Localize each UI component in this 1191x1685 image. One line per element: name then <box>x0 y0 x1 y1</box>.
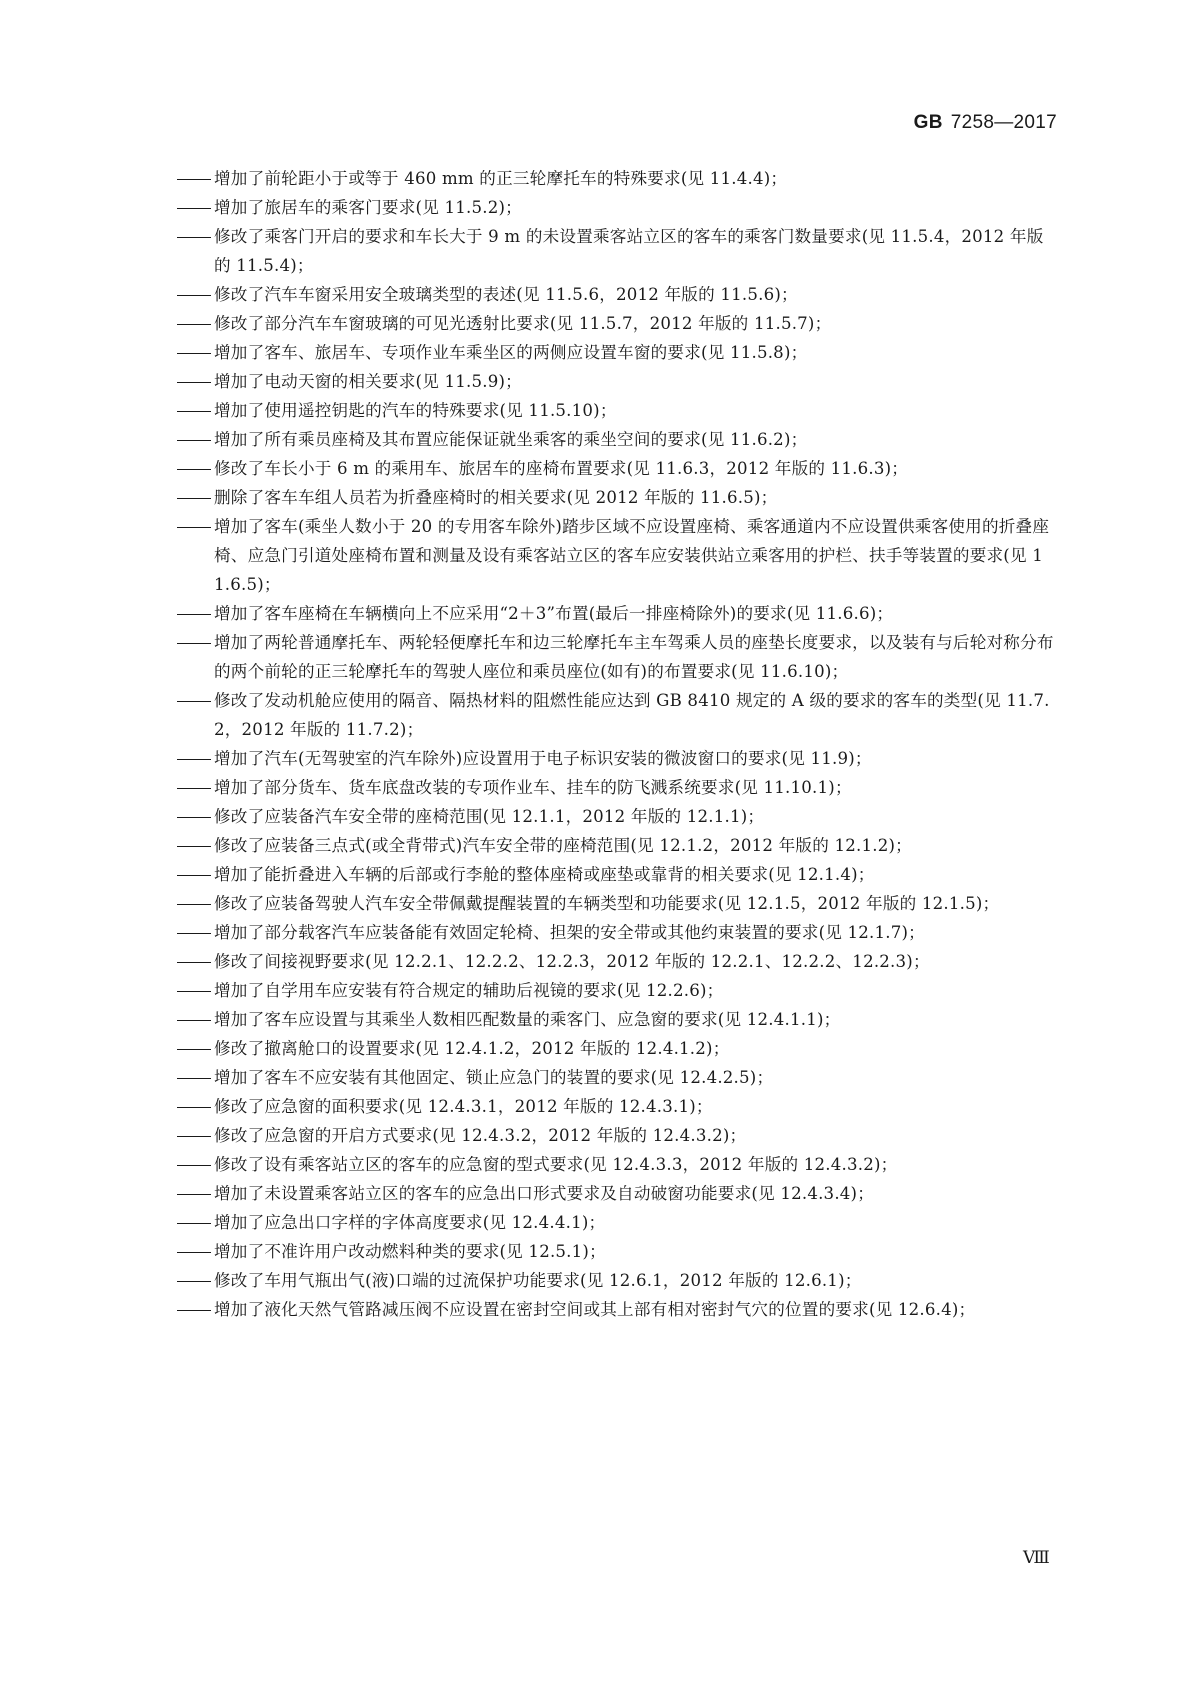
list-item-text: 增加了使用遥控钥匙的汽车的特殊要求(见 11.5.10)； <box>214 401 617 420</box>
list-item-text: 修改了应急窗的开启方式要求(见 12.4.3.2，2012 年版的 12.4.3.2)； <box>214 1126 747 1145</box>
list-item <box>176 222 1056 280</box>
list-item <box>176 338 1056 367</box>
list-item-text: 增加了能折叠进入车辆的后部或行李舱的整体座椅或座垫或靠背的相关要求(见 12.1.4)； <box>214 865 875 884</box>
list-item-text: 修改了撤离舱口的设置要求(见 12.4.1.2，2012 年版的 12.4.1.2)； <box>214 1039 730 1058</box>
list-item <box>176 454 1056 483</box>
list-item <box>176 947 1056 976</box>
list-item <box>176 512 1056 599</box>
list-item-text: 增加了客车应设置与其乘坐人数相匹配数量的乘客门、应急窗的要求(见 12.4.1.1)； <box>214 1010 841 1029</box>
list-item-text: 修改了应急窗的面积要求(见 12.4.3.1，2012 年版的 12.4.3.1)； <box>214 1097 713 1116</box>
list-item-text: 增加了电动天窗的相关要求(见 11.5.9)； <box>214 372 522 391</box>
list-item <box>176 193 1056 222</box>
list-item-text: 增加了自学用车应安装有符合规定的辅助后视镜的要求(见 12.2.6)； <box>214 981 724 1000</box>
list-item <box>176 831 1056 860</box>
list-item <box>176 1150 1056 1179</box>
list-item-text: 增加了液化天然气管路减压阀不应设置在密封空间或其上部有相对密封气穴的位置的要求(见 12.6.4)； <box>214 1300 976 1319</box>
list-item-text: 增加了前轮距小于或等于 460 mm 的正三轮摩托车的特殊要求(见 11.4.4)； <box>214 169 788 188</box>
list-item <box>176 599 1056 628</box>
list-item-text: 增加了不准许用户改动燃料种类的要求(见 12.5.1)； <box>214 1242 606 1261</box>
list-item-text: 修改了应装备驾驶人汽车安全带佩戴提醒装置的车辆类型和功能要求(见 12.1.5，2012 年版的 12.1.5)； <box>214 894 1000 913</box>
list-item <box>176 802 1056 831</box>
list-item <box>176 280 1056 309</box>
list-item <box>176 1266 1056 1295</box>
list-item <box>176 1063 1056 1092</box>
list-item <box>176 773 1056 802</box>
list-item <box>176 1121 1056 1150</box>
list-item <box>176 889 1056 918</box>
list-item <box>176 860 1056 889</box>
list-item-text: 增加了客车、旅居车、专项作业车乘坐区的两侧应设置车窗的要求(见 11.5.8)； <box>214 343 808 362</box>
list-item-text: 增加了部分货车、货车底盘改装的专项作业车、挂车的防飞溅系统要求(见 11.10.1)； <box>214 778 852 797</box>
list-item-text: 修改了设有乘客站立区的客车的应急窗的型式要求(见 12.4.3.3，2012 年版的 12.4.3.2)； <box>214 1155 898 1174</box>
list-item-text: 修改了部分汽车车窗玻璃的可见光透射比要求(见 11.5.7，2012 年版的 11.5.7)； <box>214 314 832 333</box>
list-item <box>176 425 1056 454</box>
list-item-text: 增加了客车不应安装有其他固定、锁止应急门的装置的要求(见 12.4.2.5)； <box>214 1068 774 1087</box>
list-item <box>176 396 1056 425</box>
list-item-text: 修改了应装备三点式(或全背带式)汽车安全带的座椅范围(见 12.1.2，2012 年版的 12.1.2)； <box>214 836 912 855</box>
list-item <box>176 367 1056 396</box>
list-item-text: 修改了发动机舱应使用的隔音、隔热材料的阻燃性能应达到 GB 8410 规定的 A 级的要求的客车的类型(见 11.7.2，2012 年版的 11.7.2)； <box>214 691 1050 739</box>
list-item-text: 增加了汽车(无驾驶室的汽车除外)应设置用于电子标识安装的微波窗口的要求(见 11.9)； <box>214 749 872 768</box>
standard-number-header <box>914 112 1057 134</box>
list-item <box>176 1208 1056 1237</box>
list-item-text: 增加了所有乘员座椅及其布置应能保证就坐乘客的乘坐空间的要求(见 11.6.2)； <box>214 430 808 449</box>
list-item <box>176 686 1056 744</box>
standard-prefix: GB <box>913 112 943 133</box>
list-item-text: 删除了客车车组人员若为折叠座椅时的相关要求(见 2012 年版的 11.6.5)； <box>214 488 778 507</box>
list-item <box>176 744 1056 773</box>
change-list <box>176 164 1056 1324</box>
list-item <box>176 1092 1056 1121</box>
list-item-text: 修改了汽车车窗采用安全玻璃类型的表述(见 11.5.6，2012 年版的 11.5.6)； <box>214 285 798 304</box>
list-item <box>176 1237 1056 1266</box>
list-item-text: 修改了车长小于 6 m 的乘用车、旅居车的座椅布置要求(见 11.6.3，2012 年版的 11.6.3)； <box>214 459 909 478</box>
list-item-text: 增加了两轮普通摩托车、两轮轻便摩托车和边三轮摩托车主车驾乘人员的座垫长度要求，以及装有与后轮对称分布的两个前轮的正三轮摩托车的驾驶人座位和乘员座位(如有)的布置要求(见 11.6.10)； <box>214 633 1054 681</box>
list-item <box>176 309 1056 338</box>
standard-code: 7258—2017 <box>950 112 1057 133</box>
list-item-text: 修改了车用气瓶出气(液)口端的过流保护功能要求(见 12.6.1，2012 年版的 12.6.1)； <box>214 1271 862 1290</box>
list-item <box>176 976 1056 1005</box>
list-item-text: 增加了旅居车的乘客门要求(见 11.5.2)； <box>214 198 522 217</box>
list-item <box>176 1179 1056 1208</box>
list-item-text: 修改了间接视野要求(见 12.2.1、12.2.2、12.2.3，2012 年版的 12.2.1、12.2.2、12.2.3)； <box>214 952 930 971</box>
list-item <box>176 164 1056 193</box>
list-item-text: 增加了客车座椅在车辆横向上不应采用“2＋3”布置(最后一排座椅除外)的要求(见 11.6.6)； <box>214 604 894 623</box>
list-item <box>176 1005 1056 1034</box>
list-item-text: 增加了应急出口字样的字体高度要求(见 12.4.4.1)； <box>214 1213 606 1232</box>
list-item <box>176 918 1056 947</box>
list-item-text: 增加了未设置乘客站立区的客车的应急出口形式要求及自动破窗功能要求(见 12.4.3.4)； <box>214 1184 875 1203</box>
list-item <box>176 1295 1056 1324</box>
list-item <box>176 1034 1056 1063</box>
list-item <box>176 628 1056 686</box>
page-number: Ⅷ <box>1023 1548 1050 1567</box>
list-item <box>176 483 1056 512</box>
list-item-text: 增加了部分载客汽车应装备能有效固定轮椅、担架的安全带或其他约束装置的要求(见 12.1.7)； <box>214 923 925 942</box>
list-item-text: 增加了客车(乘坐人数小于 20 的专用客车除外)踏步区域不应设置座椅、乘客通道内不应设置供乘客使用的折叠座椅、应急门引道处座椅布置和测量及设有乘客站立区的客车应安装供站立乘客用的护栏、扶手等装置的要求(见 11.6.5)； <box>214 517 1050 594</box>
list-item-text: 修改了乘客门开启的要求和车长大于 9 m 的未设置乘客站立区的客车的乘客门数量要求(见 11.5.4，2012 年版的 11.5.4)； <box>214 227 1044 275</box>
list-item-text: 修改了应装备汽车安全带的座椅范围(见 12.1.1，2012 年版的 12.1.1)； <box>214 807 765 826</box>
